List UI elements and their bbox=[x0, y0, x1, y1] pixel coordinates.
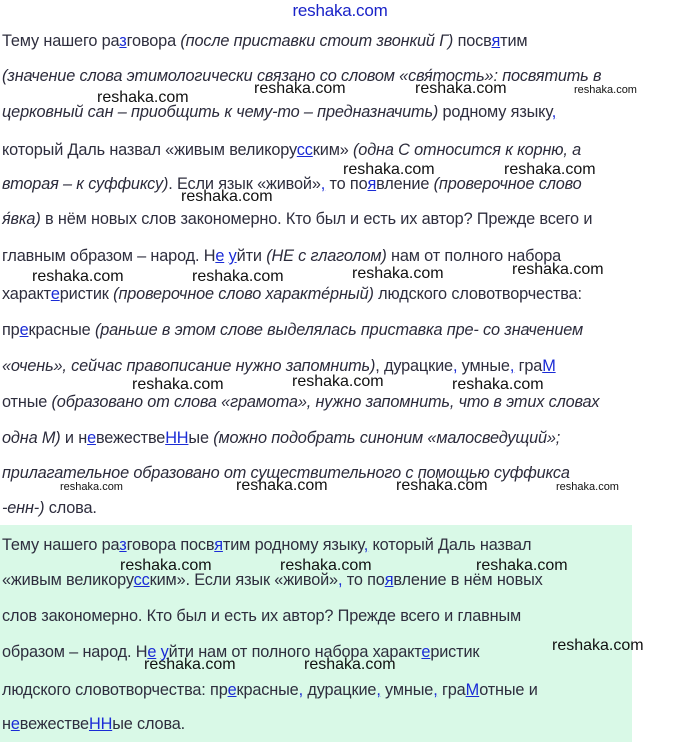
explanation-note: «очень», сейчас правописание нужно запомнить) bbox=[2, 357, 376, 375]
explanation-line bbox=[2, 246, 561, 266]
explanation-note: я́вка) bbox=[2, 210, 41, 228]
text-span: ые слова. bbox=[112, 715, 186, 733]
text-span: образом – народ. Н bbox=[2, 643, 148, 661]
text-span: , bbox=[375, 357, 380, 375]
watermark: reshaka.com bbox=[343, 161, 435, 178]
watermark: reshaka.com bbox=[192, 268, 284, 285]
watermark: reshaka.com bbox=[97, 89, 189, 106]
text-span: людского словотворчества: bbox=[373, 285, 582, 303]
text-span: отные bbox=[2, 393, 52, 411]
text-span: тим bbox=[500, 32, 528, 50]
text-span: вежестве bbox=[95, 429, 166, 447]
text-span: вежестве bbox=[19, 715, 89, 733]
text-span: Тему нашего ра bbox=[2, 32, 120, 50]
text-span: умные bbox=[457, 357, 510, 375]
text-span: и н bbox=[60, 429, 88, 447]
text-span: ким». Если язык «живой» bbox=[149, 571, 338, 589]
explanation-note: (проверочное слово bbox=[433, 175, 582, 193]
text-span: красные bbox=[28, 321, 95, 339]
highlighted-letter: у bbox=[228, 247, 237, 265]
watermark: reshaka.com bbox=[512, 261, 604, 278]
text-span: дурацкие bbox=[379, 357, 453, 375]
text-span: который Даль назвал «живым великору bbox=[2, 141, 297, 159]
explanation-line bbox=[2, 392, 599, 412]
text-span: говора bbox=[126, 32, 181, 50]
watermark: reshaka.com bbox=[292, 373, 384, 390]
highlighted-letter: НН bbox=[165, 429, 189, 447]
answer-line bbox=[2, 606, 521, 626]
highlighted-letter: е bbox=[10, 715, 20, 733]
text-span: йти нам от полного набора характ bbox=[168, 643, 422, 661]
watermark: reshaka.com bbox=[254, 80, 346, 97]
text-span: пр bbox=[2, 321, 20, 339]
answer-line bbox=[2, 535, 531, 555]
text-span: главным образом – народ. Н bbox=[2, 247, 216, 265]
text-span: н bbox=[2, 715, 11, 733]
explanation-note: (образовано от слова «грамота», нужно запомнить, что в этих словах bbox=[51, 393, 600, 411]
highlighted-letter: сс bbox=[296, 141, 313, 159]
highlighted-letter: я bbox=[367, 175, 377, 193]
text-span: слов закономерно. Кто был и есть их автор? Прежде всего и главным bbox=[2, 607, 522, 625]
text-span: . Если язык «живой» bbox=[168, 175, 321, 193]
highlighted-letter: М bbox=[465, 681, 480, 699]
text-span: ким» bbox=[312, 141, 354, 159]
highlighted-letter: сс bbox=[133, 571, 150, 589]
highlighted-letter: , bbox=[376, 681, 381, 699]
watermark: reshaka.com bbox=[452, 376, 544, 393]
watermark: reshaka.com bbox=[280, 557, 372, 574]
text-span: умные bbox=[380, 681, 434, 699]
text-span: посв bbox=[453, 32, 492, 50]
text-span: людского словотворчества: пр bbox=[2, 681, 228, 699]
explanation-note: (значение слова этимологически связано со словом «свя́тость»: посвятить в bbox=[2, 67, 602, 85]
text-span: «живым великору bbox=[2, 571, 134, 589]
text-span: говора посв bbox=[126, 536, 215, 554]
explanation-note: (можно подобрать синоним «малосведущий»; bbox=[213, 429, 561, 447]
text-span: то по bbox=[342, 571, 385, 589]
explanation-note: -енн-) bbox=[2, 499, 45, 517]
watermark: reshaka.com bbox=[132, 376, 224, 393]
highlighted-letter: е bbox=[50, 285, 60, 303]
text-span: то по bbox=[325, 175, 368, 193]
text-span: Тему нашего ра bbox=[2, 536, 120, 554]
explanation-line bbox=[2, 428, 560, 448]
text-span: нам от полного набора bbox=[386, 247, 562, 265]
text-span: ристик bbox=[59, 285, 114, 303]
text-span: гра bbox=[514, 357, 543, 375]
explanation-line bbox=[2, 284, 582, 304]
text-span: характ bbox=[2, 285, 51, 303]
answer-line bbox=[2, 680, 538, 700]
site-logo[interactable]: reshaka.com bbox=[292, 1, 388, 20]
watermark: reshaka.com bbox=[32, 268, 124, 285]
highlighted-letter: М bbox=[542, 357, 556, 375]
highlighted-letter: е bbox=[215, 247, 225, 265]
text-span: который Даль назвал bbox=[368, 536, 532, 554]
highlighted-letter: е bbox=[421, 643, 431, 661]
watermark: reshaka.com bbox=[556, 481, 619, 493]
explanation-note: вторая – к суффиксу) bbox=[2, 175, 169, 193]
text-span: гра bbox=[437, 681, 466, 699]
highlighted-letter: , bbox=[551, 103, 557, 121]
watermark: reshaka.com bbox=[396, 477, 488, 494]
watermark: reshaka.com bbox=[352, 265, 444, 282]
watermark: reshaka.com bbox=[304, 656, 396, 673]
text-span: ые bbox=[188, 429, 214, 447]
highlighted-letter: з bbox=[119, 32, 127, 50]
highlighted-letter: з bbox=[119, 536, 127, 554]
highlighted-letter: я bbox=[491, 32, 501, 50]
watermark: reshaka.com bbox=[60, 481, 123, 493]
explanation-line bbox=[2, 174, 582, 194]
watermark: reshaka.com bbox=[415, 80, 507, 97]
explanation-note: (проверочное слово характе́рный) bbox=[113, 285, 374, 303]
explanation-line bbox=[2, 102, 556, 122]
text-span: в нём новых слов закономерно. Кто был и есть их автор? Прежде всего и bbox=[40, 210, 593, 228]
text-span: вление bbox=[376, 175, 434, 193]
explanation-note: (НЕ с глаголом) bbox=[266, 247, 387, 265]
highlighted-letter: , bbox=[363, 536, 369, 554]
text-span: ристик bbox=[430, 643, 480, 661]
highlighted-letter: е bbox=[87, 429, 96, 447]
explanation-note: прилагательное образовано от существительного с помощью суффикса bbox=[2, 464, 570, 482]
text-span: дурацкие bbox=[302, 681, 377, 699]
watermark: reshaka.com bbox=[144, 656, 236, 673]
text-span: красные bbox=[236, 681, 299, 699]
highlighted-letter: я bbox=[384, 571, 394, 589]
highlighted-letter: , bbox=[298, 681, 303, 699]
highlighted-letter: , bbox=[452, 357, 458, 375]
explanation-line bbox=[2, 498, 97, 518]
highlighted-letter: , bbox=[433, 681, 438, 699]
explanation-line bbox=[2, 209, 592, 229]
highlighted-letter: е bbox=[147, 643, 157, 661]
watermark: reshaka.com bbox=[120, 557, 212, 574]
watermark: reshaka.com bbox=[476, 557, 568, 574]
highlighted-letter: я bbox=[214, 536, 223, 554]
text-span: йти bbox=[236, 247, 267, 265]
explanation-note: (раньше в этом слове выделялась приставка пре- со значением bbox=[94, 321, 583, 339]
explanation-note: одна М) bbox=[2, 429, 61, 447]
explanation-line bbox=[2, 31, 527, 51]
answer-line bbox=[2, 570, 543, 590]
text-span: тим родному языку bbox=[222, 536, 364, 554]
watermark: reshaka.com bbox=[552, 637, 644, 654]
explanation-line bbox=[2, 356, 556, 376]
text-span: вление в нём новых bbox=[393, 571, 543, 589]
explanation-line bbox=[2, 320, 583, 340]
answer-line bbox=[2, 642, 479, 662]
explanation-note: (одна С относится к корню, а bbox=[353, 141, 582, 159]
watermark: reshaka.com bbox=[504, 161, 596, 178]
text-span: слова. bbox=[44, 499, 97, 517]
explanation-line bbox=[2, 140, 581, 160]
explanation-note: (после приставки стоит звонкий Г) bbox=[180, 32, 454, 50]
highlighted-letter: , bbox=[337, 571, 343, 589]
answer-line bbox=[2, 714, 185, 734]
highlighted-letter: е bbox=[227, 681, 237, 699]
highlighted-letter: , bbox=[320, 175, 326, 193]
text-span: отные и bbox=[479, 681, 538, 699]
watermark: reshaka.com bbox=[574, 84, 637, 96]
watermark: reshaka.com bbox=[181, 188, 273, 205]
highlighted-letter: НН bbox=[88, 715, 113, 733]
highlighted-letter: е bbox=[19, 321, 29, 339]
highlighted-letter: у bbox=[160, 643, 169, 661]
explanation-note: церковный сан – приобщить к чему-то – предназначить) bbox=[2, 103, 439, 121]
text-span: родному языку bbox=[438, 103, 552, 121]
watermark: reshaka.com bbox=[236, 477, 328, 494]
highlighted-letter: , bbox=[509, 357, 515, 375]
